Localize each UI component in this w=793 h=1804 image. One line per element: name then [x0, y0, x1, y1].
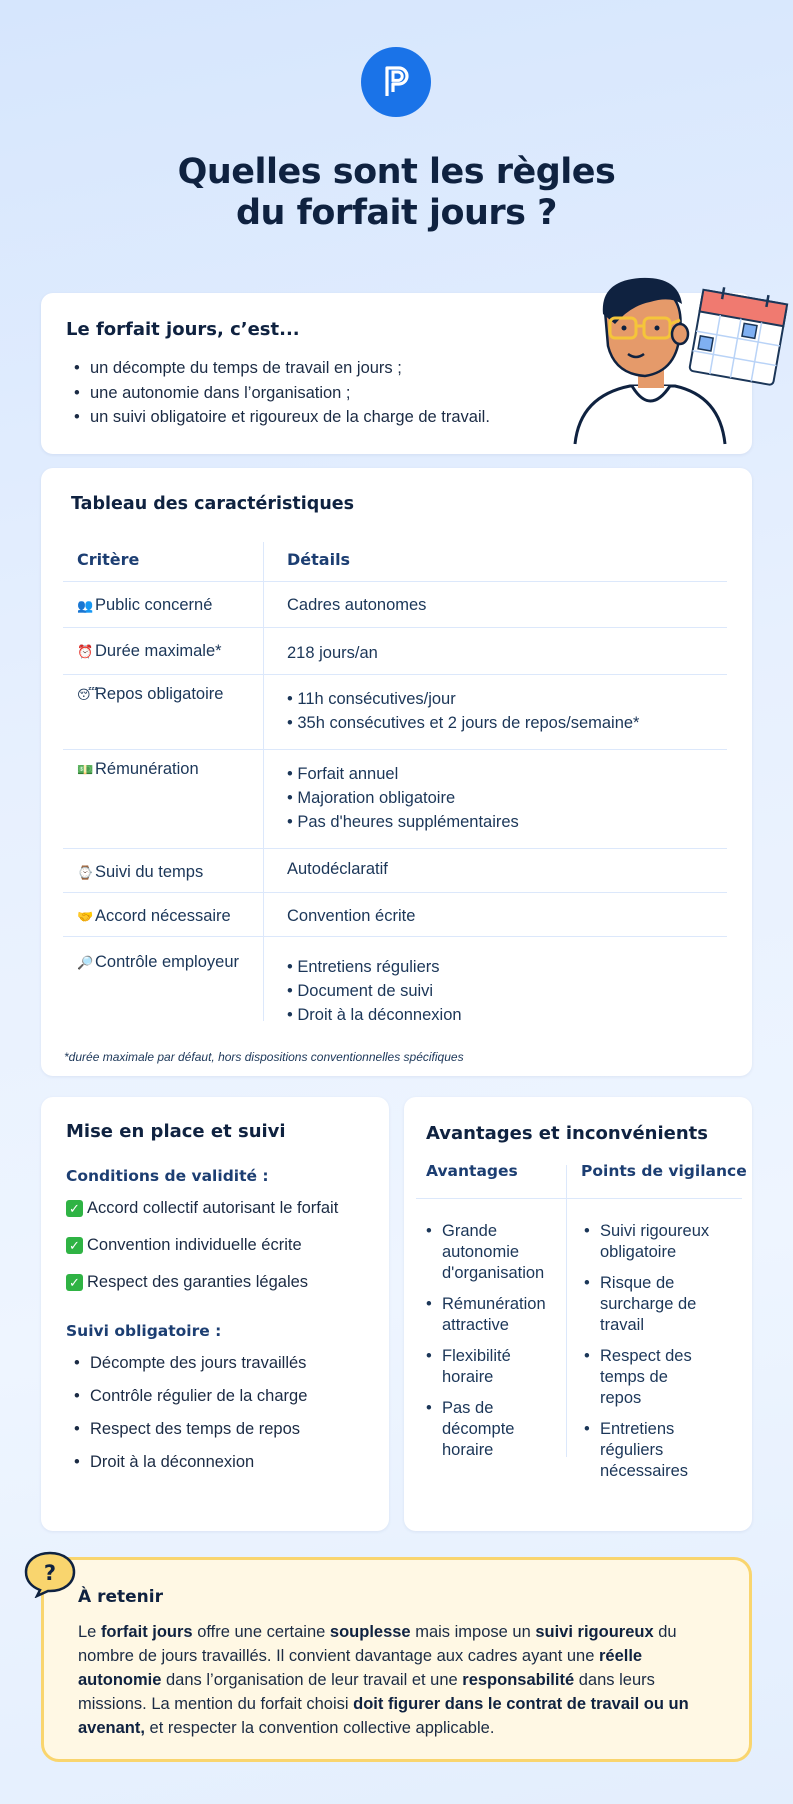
handshake-icon: 🤝	[77, 909, 94, 924]
people-icon: 👥	[77, 598, 94, 613]
setup-heading: Mise en place et suivi	[66, 1121, 286, 1142]
logo-p-icon	[376, 62, 416, 102]
details-cell: 218 jours/an	[287, 644, 378, 662]
text-segment: offre une certaine	[192, 1623, 330, 1641]
emphasis-text: responsabilité	[462, 1671, 575, 1689]
details-cell: Cadres autonomes	[287, 596, 427, 614]
key-takeaway-card	[41, 1557, 752, 1762]
details-line: • Entretiens réguliers	[287, 958, 440, 976]
criteria-cell	[63, 582, 264, 627]
criteria-label: Accord nécessaire	[95, 907, 231, 925]
criteria-label: Repos obligatoire	[95, 685, 224, 703]
list-item	[66, 1199, 338, 1236]
list-item: • Pas de décompte horaire	[415, 1398, 543, 1461]
validity-item-label: Respect des garanties légales	[87, 1273, 309, 1291]
pros-cons-card	[404, 1097, 752, 1531]
list-item: • Flexibilité horaire	[415, 1346, 543, 1388]
emphasis-text: suivi rigoureux	[535, 1623, 654, 1641]
details-line: • Pas d'heures supplémentaires	[287, 813, 519, 831]
list-item: • Risque de surcharge de travail	[573, 1273, 713, 1336]
calendar-icon	[689, 284, 788, 385]
pros-cons-heading: Avantages et inconvénients	[426, 1123, 708, 1144]
cons-header: Points de vigilance	[581, 1162, 747, 1180]
intro-heading: Le forfait jours, c’est...	[66, 319, 300, 340]
details-cell	[264, 675, 727, 749]
text-segment: mais impose un	[410, 1623, 536, 1641]
table-row	[63, 750, 727, 849]
characteristics-card	[41, 468, 752, 1076]
table-row	[63, 582, 727, 628]
list-item: • Entretiens réguliers nécessaires	[573, 1419, 713, 1482]
criteria-cell	[63, 675, 264, 749]
intro-list	[66, 356, 490, 430]
table-footnote: *durée maximale par défaut, hors dispositions conventionnelles spécifiques	[64, 1050, 464, 1064]
question-bubble-icon	[23, 1550, 77, 1598]
list-item: • Suivi rigoureux obligatoire	[573, 1221, 713, 1263]
criteria-cell	[63, 937, 264, 1021]
table-row	[63, 628, 727, 675]
list-item: • Contrôle régulier de la charge	[66, 1387, 307, 1420]
header-divider	[416, 1198, 742, 1199]
list-item: • une autonomie dans l’organisation ;	[66, 381, 490, 406]
criteria-cell	[63, 628, 264, 674]
validity-list	[66, 1199, 338, 1310]
col-criteria-header: Critère	[63, 542, 264, 581]
payfit-logo	[361, 47, 431, 117]
check-icon: ✓	[66, 1274, 83, 1291]
alarm-clock-icon: ⏰	[77, 644, 94, 659]
validity-heading: Conditions de validité :	[66, 1167, 269, 1185]
details-cell	[264, 937, 727, 1024]
column-divider	[566, 1165, 567, 1457]
details-line: • 35h consécutives et 2 jours de repos/semaine*	[287, 714, 640, 732]
emphasis-text: doit figurer dans le contrat de travail ou un avenant,	[78, 1695, 689, 1737]
list-item: • un décompte du temps de travail en jours ;	[66, 356, 490, 381]
details-line: • Droit à la déconnexion	[287, 1006, 462, 1024]
title-line-1: Quelles sont les règles	[177, 152, 616, 192]
takeaway-heading: À retenir	[78, 1587, 163, 1607]
text-segment: dans l’organisation de leur travail et une	[161, 1671, 463, 1689]
title-line-2: du forfait jours ?	[236, 193, 557, 233]
list-item: • Respect des temps de repos	[573, 1346, 713, 1409]
list-item: • Respect des temps de repos	[66, 1420, 307, 1453]
text-segment: dans leurs missions. La mention du forfait choisi	[78, 1671, 655, 1713]
sleeping-face-icon: 😴	[77, 687, 98, 702]
table-row	[63, 937, 727, 1024]
table-row	[63, 849, 727, 893]
setup-card	[41, 1097, 389, 1531]
list-item: • Décompte des jours travaillés	[66, 1354, 307, 1387]
validity-item-label: Accord collectif autorisant le forfait	[87, 1199, 339, 1217]
col-details-header: Détails	[287, 550, 351, 569]
emphasis-text: forfait jours	[100, 1623, 193, 1641]
criteria-cell	[63, 750, 264, 848]
details-cell: Autodéclaratif	[287, 860, 388, 878]
criteria-cell	[63, 849, 264, 892]
criteria-label: Rémunération	[95, 760, 199, 778]
followup-list	[66, 1354, 307, 1486]
followup-heading: Suivi obligatoire :	[66, 1322, 222, 1340]
emphasis-text: réelle autonomie	[78, 1647, 643, 1689]
details-cell: Convention écrite	[287, 907, 416, 925]
table-row	[63, 675, 727, 750]
list-item	[66, 1236, 338, 1273]
banknote-icon: 💵	[77, 762, 94, 777]
details-line: • 11h consécutives/jour	[287, 690, 456, 708]
list-item: • un suivi obligatoire et rigoureux de la charge de travail.	[66, 405, 490, 430]
details-line: • Forfait annuel	[287, 765, 399, 783]
cons-list	[573, 1221, 713, 1492]
pros-header: Avantages	[426, 1162, 518, 1180]
table-header	[63, 542, 727, 582]
list-item	[66, 1273, 338, 1310]
person-calendar-illustration	[560, 276, 790, 446]
bubble-label: ?	[43, 1561, 57, 1585]
check-icon: ✓	[66, 1200, 83, 1217]
criteria-label: Suivi du temps	[95, 863, 204, 881]
validity-item-label: Convention individuelle écrite	[87, 1236, 302, 1254]
list-item: • Droit à la déconnexion	[66, 1453, 307, 1486]
criteria-label: Durée maximale*	[95, 642, 222, 660]
details-cell	[264, 750, 727, 848]
emphasis-text: souplesse	[329, 1623, 411, 1641]
watch-icon: ⌚	[77, 865, 94, 880]
pros-list	[415, 1221, 546, 1471]
criteria-cell	[63, 893, 264, 936]
table-row	[63, 893, 727, 937]
page-title	[0, 152, 793, 234]
text-segment: Le	[78, 1623, 101, 1641]
table-heading: Tableau des caractéristiques	[71, 494, 355, 514]
takeaway-text	[78, 1620, 708, 1740]
list-item: • Rémunération attractive	[415, 1294, 543, 1336]
list-item: • Grande autonomie d'organisation	[415, 1221, 543, 1284]
check-icon: ✓	[66, 1237, 83, 1254]
characteristics-table	[63, 542, 727, 1024]
text-segment: et respecter la convention collective applicable.	[144, 1719, 495, 1737]
magnifier-icon: 🔎	[77, 955, 94, 970]
criteria-label: Contrôle employeur	[95, 953, 239, 971]
details-line: • Document de suivi	[287, 982, 434, 1000]
criteria-label: Public concerné	[95, 596, 213, 614]
details-line: • Majoration obligatoire	[287, 789, 456, 807]
text-segment: du nombre de jours travaillés. Il convient davantage aux cadres ayant une	[78, 1623, 677, 1665]
